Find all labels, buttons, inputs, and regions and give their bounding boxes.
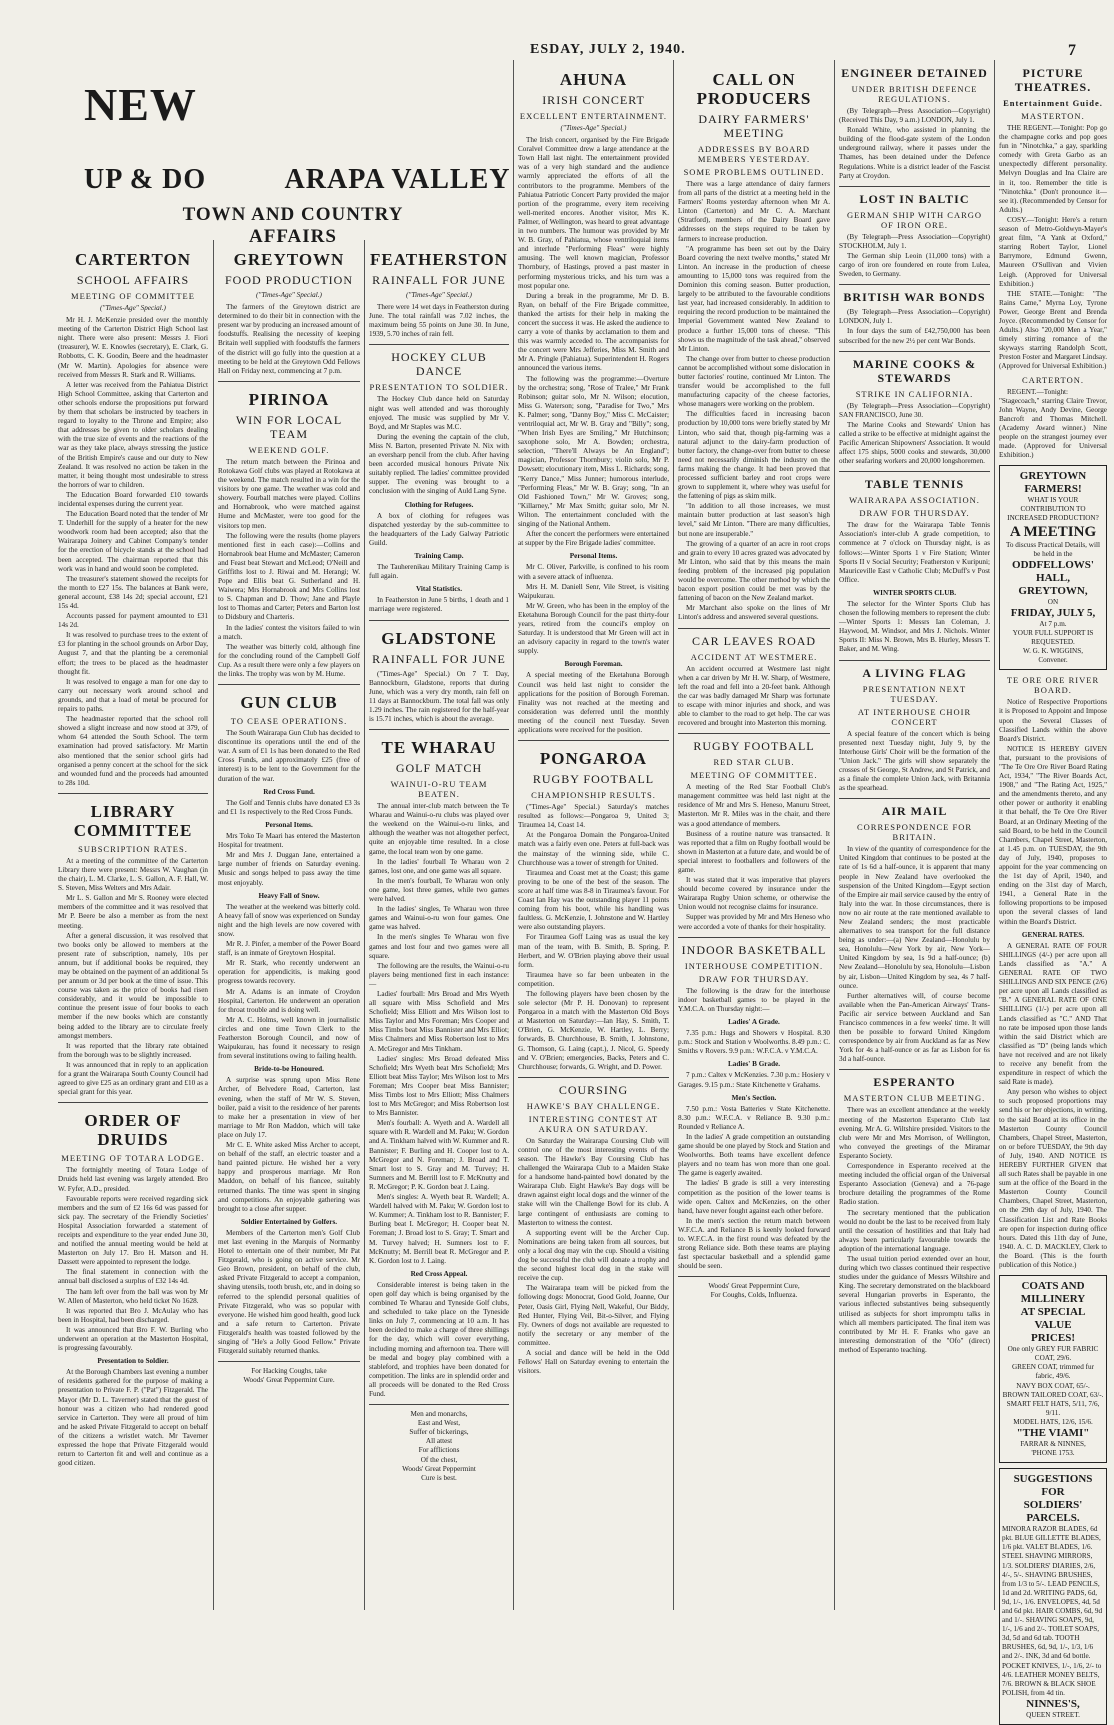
subhead-wairarapa-association: WAIRARAPA ASSOCIATION.: [849, 495, 980, 506]
column-rule: [834, 60, 835, 1610]
headline-gun-club: GUN CLUB: [240, 693, 338, 713]
article-paragraph: For Tiraumea Goff Laing was as usual the key man of the team, with B. Smith, B. Spring, P. Herbert, and W. O'Brien playing above their usual form.: [518, 933, 669, 969]
subheading: Red Cross Appeal.: [410, 1269, 468, 1278]
headline-pongaroa: PONGAROA: [539, 749, 648, 769]
subheading: Personal Items.: [569, 552, 618, 561]
ad-line: MODEL HATS, 12/6, 15/6.: [1013, 1417, 1093, 1426]
divider: [369, 1404, 509, 1405]
article-paragraph: In view of the quantity of correspondence for the United Kingdom that continues to be posted at the rate of 1s 6d a half-ounce, it is apparent that many people in New Zealand have overlooked the suspension of the United Kingdom—Egypt section of the Empire air mail service caused by the entry of Italy into the war. In those circumstances, there is now no air route at the rate mentioned available to New Zealand senders; the most practicable alternatives to sea transport for the full distance being as under:—(a) New Zealand—Honolulu by sea, Honolulu—New York by air, New York—United Kingdom by sea, 1s 9d a half-ounce; (b) New Zealand—Honolulu by sea, Honolulu—Lisbon by air, Lisbon—United Kingdom by sea, 4s 7 half-ounce.: [839, 845, 990, 990]
divider: [839, 284, 990, 285]
article-paragraph: There was an excellent attendance at the weekly meeting of the Masterton Esperanto Club last evening. Mr A. G. Wiltshire presided. Visitors to the club were Mr and Mrs Morrison, of Wellington, who conveyed the greetings of the Miramar Esperanto Society.: [839, 1106, 990, 1160]
article-paragraph: The headmaster reported that the school roll showed a slight increase and now stood at 379, of whom 64 attended the South School. The term examination had proved satisfactory. Mr Martin also mentioned that the senior school girls had organised a penny concert at the school for the sick and wounded fund and the proceeds had amounted to 28s 10d.: [58, 715, 208, 787]
article-paragraph: The Hockey Club dance held on Saturday night was well attended and was thoroughly enjoyed. The music was supplied by Mr V. Boyd, and Mr Staples was M.C.: [369, 395, 509, 431]
subhead-akura: INTERESTING CONTEST AT AKURA ON SATURDAY.: [528, 1113, 659, 1134]
column-rule: [994, 60, 995, 1610]
article-paragraph: In the men's section the return match between W.F.C.A. and Reliance B is keenly looked forward to. W.F.C.A. in the first round was defeated by the strong Reliance side. Both these teams are playing fast spectacular basketball and a splendid game should be seen.: [678, 1216, 830, 1271]
masthead-title: NEW: [84, 79, 197, 130]
page-number: 7: [1068, 42, 1076, 59]
ad-line: YOUR FULL SUPPORT IS REQUESTED.: [1012, 628, 1094, 647]
article-paragraph: The usual tuition period extended over an hour, during which two classes continued their respective studies under the guidance of Messrs Wiltshire and King. The secretary demonstrated on the blackboard several Hungarian proverbs in Esperanto, the various inflected substantives being subsequently utilised as subjects for short impromptu talks in which all members participated. The final item was contributed by Mr H. F. Franks who gave an interesting demonstration of the "Ofo" (direct) method of Esperanto teaching.: [839, 1254, 990, 1354]
subhead-basketball: INDOOR BASKETBALL: [681, 942, 827, 957]
divider: [839, 1069, 990, 1070]
headline-picture-theatres: PICTURE THEATRES.: [1014, 66, 1092, 94]
column-carterton: [58, 242, 208, 1617]
article-paragraph: In the men's singles Te Wharau won five games and lost four and two games were all square.: [369, 933, 509, 960]
special-credit: ("Times-Age" Special.): [560, 124, 627, 132]
divider: [678, 1276, 830, 1277]
theatre-listing: THE REGENT.—Tonight: Pop go the champagne corks and pop goes fun in "Ninotchka," a gay, sparkling comedy with Greta Garbo as an unexpectedly different personality. Melvyn Douglas and Ina Claire are in it, too. Remember the title is "Ninotchka." (Don't pronounce it—see it). (Recommended by Censor for Adults.): [999, 124, 1107, 214]
article-paragraph: The growing of a quarter of an acre in root crops and grain to every 10 acres grazed was advocated by Mr Linton, who said that by this means the main feeding problem of the increased pig population would be overcome. The other method by which the bacon export position could be met was by the fattening of bacon on the New Zealand market.: [678, 539, 830, 603]
subhead-school-affairs: SCHOOL AFFAIRS: [76, 273, 190, 287]
headline-featherston: FEATHERSTON: [370, 250, 508, 269]
notice-paragraph: A GENERAL RATE OF FOUR SHILLINGS (4/-) per acre upon all Lands classified as "A." A GENERAL RATE OF TWO SHILLINGS AND SIX PENCE (2/6) per acre upon all Lands classified as "B." A GENERAL RATE OF ONE SHILLING (1/-) per acre upon all Lands classified as "C." AND That no rate be imposed upon those lands within the said District which are classified as "D" (being lands which have not received and are not likely to receive any benefit from the expenditure in respect of which the said Rate is made).: [999, 941, 1107, 1087]
article-paragraph: Supper was provided by Mr and Mrs Heneso who were accorded a vote of thanks for their hospitality.: [678, 913, 830, 931]
article-paragraph: An accident occurred at Westmere last night when a car driven by Mr H. W. Sharp, of Westmere, left the road and fell into a 20-feet bank. Although the car was badly damaged Mr Sharp was fortunate to escape with minor injuries and shock, and was able to clamber to the road to get help. The car was recovered and brought into Masterton this morning.: [678, 664, 830, 728]
subhead-red-star: RED STAR CLUB.: [713, 757, 795, 768]
article-paragraph: It was resolved to purchase trees to the extent of £3 for planting in the school grounds on Arbor Day, August 7, and that the planting be a ceremonial effort; the trees to be placed as the headmaster thought fit.: [58, 631, 208, 676]
column-advertisements: [999, 62, 1107, 1719]
headline-table-tennis: TABLE TENNIS: [864, 477, 965, 492]
theatre-listing: THE STATE.—Tonight: "The Rains Came," Myrna Loy, Tyrone Power, George Brent and Brenda Joyce. (Recommended by Censor for Adults.) Also "20,000 Men a Year," timely stirring romance of the skyways starring Randolph Scott, Preston Foster and Margaret Lindsay. (Approved for Universal Exhibition.): [999, 289, 1107, 371]
headline-ahuna: AHUNA: [559, 70, 628, 89]
headline-te-wharau: TE WHARAU: [381, 738, 497, 758]
article-paragraph: The weather at the weekend was bitterly cold. A heavy fall of snow was experienced on Sunday night and the high levels are now covered with snow.: [218, 902, 360, 938]
special-credit: ("Times-Age" Special.): [406, 291, 472, 299]
ad-line: W. G. K. WIGGINS,: [1022, 647, 1084, 656]
ad-line: GREYTOWN: [1019, 470, 1087, 483]
article-paragraph: Mr R. Stark, who recently underwent an operation for appendicitis, is making good progress towards recovery.: [218, 959, 360, 986]
subhead-german-ship: GERMAN SHIP WITH CARGO OF IRON ORE.: [846, 209, 983, 230]
article-paragraph: A surprise was sprung upon Miss Rene Archer, of Belvedere Road, Carterton, last evening, when the staff of Mr W. S. Steven, boiler, paid a visit to the residence of her parents to make her a presentation in view of her marriage to Mr Ron Maddon, which will take place on July 17.: [218, 1076, 360, 1139]
ad-line: COATS AND MILLINERY: [1020, 1280, 1086, 1306]
article-paragraph: A special meeting of the Eketahuna Borough Council was held last night to consider the applications for the position of Borough Foreman. Finality was not reached at the meeting and consideration was deferred until the monthly meeting of the council next Tuesday. Seven applications were received for the position.: [518, 671, 669, 734]
article-paragraph: Correspondence in Esperanto received at the meeting included the official organ of the Universal Esperanto Association (Geneva) and a 76-page brochure detailing the programmes of the Rome Radio station.: [839, 1162, 990, 1207]
article-paragraph: The Education Board noted that the tender of Mr T. Underhill for the supply of a heater for the new woodwork room had been accepted; also that the Wairarapa Joinery and Cabinet Company's tender for the erection of bicycle stands at the school had been accepted. The chairman reported that this work was in hand and would soon be completed.: [58, 510, 208, 573]
ad-line: WHAT IS YOUR CONTRIBUTION TO INCREASED PRODUCTION?: [1007, 496, 1099, 523]
subheading: Heavy Fall of Snow.: [258, 891, 320, 900]
article-paragraph: The fortnightly meeting of Totara Lodge of Druids held last evening was largely attended. Bro W. Fyfer, A.D., presided.: [58, 1166, 208, 1193]
article-paragraph: The annual inter-club match between the Te Wharau and Wainui-o-ru clubs was played over the weekend on the Wainui-o-ru links, and although the weather was not altogether perfect, quite an enjoyable time resulted. In a close game, the local team won by one game.: [369, 802, 509, 856]
ad-line: FARRAR & NINNES,: [1020, 1439, 1086, 1448]
headline-lost-in-baltic: LOST IN BALTIC: [859, 191, 970, 206]
ad-line: NAVY BOX COAT, 65/-.: [1016, 1381, 1090, 1390]
subhead-committee: MEETING OF COMMITTEE.: [690, 770, 818, 781]
article-paragraph: ("Times-Age" Special.) Saturday's matches resulted as follows:—Pongaroa 9, United 3; Tiraumea 14, Coast 14.: [518, 803, 669, 830]
headline-war-bonds: BRITISH WAR BONDS: [843, 290, 986, 305]
advert-peppermint-verse: Men and monarchs, East and West, Suffer of bickerings, All attest For afflictions Of the chest, Woods' Great Peppermint Cure is best.: [402, 1410, 476, 1482]
ad-line: ON: [1047, 597, 1059, 606]
article-paragraph: A meeting of the Red Star Football Club's management committee was held last night at the residence of Mr and Mrs S. Heneso, Manuru Street, Masterton. Mr R. Miles was in the chair, and there was a good attendance of members.: [678, 783, 830, 828]
subhead-food-production: FOOD PRODUCTION: [224, 273, 353, 287]
article-paragraph: In the ladies' fourball Te Wharau won 2 games, lost one, and one game was all square.: [369, 857, 509, 875]
article-paragraph: Business of a routine nature was transacted. It was reported that a film on Rugby football would be shown in Masterton at a future date, and would be of special interest to footballers and followers of the game.: [678, 829, 830, 874]
ad-line: ODDFELLOWS' HALL,: [1012, 558, 1094, 584]
article-paragraph: Mr A. C. Holms, well known in journalistic circles and one time Town Clerk to the Featherston Borough Council, and now of Waipukurau, has found it necessary to resign from several institutions owing to failing health.: [218, 1015, 360, 1061]
article-paragraph: 7 p.m.: Caltex v McKenzies. 7.30 p.m.: Hosiery v Garages. 9.15 p.m.: State Kitchenette v Grahams.: [678, 1071, 830, 1089]
column-featherston: [369, 242, 509, 1617]
article-paragraph: The Tauherenikau Military Training Camp is full again.: [369, 563, 509, 581]
headline-pirinoa: PIRINOA: [248, 389, 330, 409]
article-paragraph: A supporting event will be the Archer Cup. Nominations are being taken from all sources, but only a local dog may win the cup. Should a visiting dog be successful the club will donate a trophy and the second highest local dog in the stake will receive the cup.: [518, 1228, 669, 1283]
article-paragraph: The following players have been chosen by the sole selector (Mr P. H. Donovan) to represent Pongaroa in a match with the Masterton Old Boys at Masterton on Saturday:—Ian Hay, S. Smith, T. O'Brien, G. McKenzie, W. Hartley, L. Berry; forwards, B. Churchhouse, B. Smith, I. Johnstone, G. Thomson, G. Laing (capt.), J. Nicol, G. Speedy and V. O'Brien; emergencies, Backs, Peters and C. Churchhouse; forwards, G. Wright, and D. Power.: [518, 989, 669, 1071]
divider: [58, 1102, 208, 1103]
subhead-meeting: MEETING OF COMMITTEE: [71, 291, 195, 301]
ad-line: BROWN TAILORED COAT, 63/-.: [1002, 1390, 1104, 1399]
article-paragraph: Mrs H. M. Daniell Senr, Vile Street, is visiting Waipukurau.: [518, 582, 669, 600]
subheading: Vital Statistics.: [415, 585, 463, 594]
subhead-problems: SOME PROBLEMS OUTLINED.: [683, 167, 825, 177]
article-paragraph: ("Times-Age" Special.) On 7 T. Day, Bannockburn, Gladstone, reports that during June, which was a very dry month, rain fell on 11 days at Bannockburn. The total fall was only 1.29 inches. The rain registered for the half-year is 15.71 inches, which is about the average.: [369, 669, 509, 723]
article-paragraph: The selector for the Winter Sports Club has chosen the following members to represent the club:—Winter Sports 1: Messrs Ian Coleman, J. Haywood, M. Windsor, and Mrs J. Nichols. Winter Sports II: Miss N. Brown, Mrs B. Hurley, Messrs T. Baker, and M. Wing.: [839, 600, 990, 654]
headline-esperanto: ESPERANTO: [873, 1075, 956, 1090]
article-paragraph: Mr L. S. Gallon and Mr S. Rooney were elected members of the committee and it was resolved that Mr P. Beere be also a member as from the next meeting.: [58, 894, 208, 930]
subheading: Bride-to-be Honoured.: [254, 1065, 324, 1074]
article-paragraph: At a meeting of the committee of the Carterton Library there were present: Messrs W. Vaughan (in the chair), L. M. Clarke, L. S. Gallon, A. F. Hall, W. S. Steven, Miss Welters and Mrs Adair.: [58, 856, 208, 893]
article-paragraph: It was announced that in reply to an application for a grant the Wairarapa South County Council had agreed to give £25 as an ordinary grant and £10 as a special grant for this year.: [58, 1060, 208, 1097]
ad-line: QUEEN STREET.: [1026, 1710, 1080, 1719]
subhead-entertainment-guide: Entertainment Guide.: [1003, 98, 1103, 108]
divider: [678, 628, 830, 629]
column-dairy-farmers: [678, 62, 830, 1617]
ad-line: "THE VIAMI": [1016, 1426, 1090, 1439]
subhead-draw: DRAW FOR THURSDAY.: [698, 973, 810, 984]
headline-marine-cooks: MARINE COOKS & STEWARDS: [852, 356, 977, 385]
ad-line: At 7 p.m.: [1039, 619, 1067, 628]
article-paragraph: Tiraumea have so far been unbeaten in the competition.: [518, 970, 669, 988]
advert-soldiers-parcels: [999, 1468, 1107, 1725]
subhead-choir: AT INTERHOUSE CHOIR CONCERT: [857, 706, 972, 727]
article-paragraph: Tiraumea and Coast met at the Coast; this game proving to be one of the best of the season. The score at half time was 8-8 in Tiraumea's favour. For Coast Ian Hay was the outstanding player 11 points coming from his boot, while his handling was faultless. G. McKenzie, I. Johnstone and W. Hartley were also outstanding players.: [518, 868, 669, 932]
article-paragraph: Men's singles: A. Wyeth beat R. Wardell; A. Wardell halved with M. Paku; W. Gordon lost to W. Kummer; A. Tinkham lost to R. Bannister; F. Burling beat I. McGregor; H. Cooper beat N. Foreman; J. Broad lost to S. Gray; T. Smart and M. Turvey halved; H. Sumners lost to F. McKnutty; M. Berrill beat R. McGregor and P. K. Gordon lost to J. Laing.: [369, 1193, 509, 1265]
article-paragraph: Accounts passed for payment amounted to £31 14s 2d.: [58, 612, 208, 630]
subhead-team-beaten: WAINUI-O-RU TEAM BEATEN.: [390, 779, 488, 800]
subhead-draw: DRAW FOR THURSDAY.: [859, 508, 970, 519]
article-paragraph: Mr C. E. White asked Miss Archer to accept, on behalf of the staff, an electric toaster and a hand painted picture. He wished her a very happy and prosperous marriage. Mr Ron Maddon, on behalf of his fiancee, suitably returned thanks. The time was spent in singing and competitions. An enjoyable gathering was brought to a close after supper.: [218, 1141, 360, 1213]
subhead-championship: CHAMPIONSHIP RESULTS.: [531, 790, 656, 801]
column-rule: [673, 60, 674, 1610]
subhead-club-meeting: MASTERTON CLUB MEETING.: [843, 1093, 986, 1104]
article-paragraph: The ham left over from the ball was won by Mr W. Allen of Masterton, who held ticket No 1628.: [58, 1287, 208, 1305]
subheading: GENERAL RATES.: [1021, 930, 1085, 939]
article-paragraph: In the ladies' A grade competition an outstanding game should be one played by Stock and Station and Woolworths. Both teams have excellent defence players and no team has won more than one goal. The game is eagerly awaited.: [678, 1132, 830, 1178]
article-paragraph: The final statement in connection with the annual ball disclosed a surplus of £32 14s 4d.: [58, 1268, 208, 1286]
subheading: Presentation to Soldier.: [97, 1357, 169, 1366]
notice-paragraph: Any person who wishes to object to such proposed proportions may send his or her objections, in writing, to the said Board at its office in the Masterton County Council Chambers, Chapel Street, Masterton, on or before TUESDAY, the 9th day of July, 1940. AND NOTICE IS HEREBY FURTHER GIVEN that all such Rates shall be payable in one sum at the office of the Board in the Masterton County Council Chambers, Chapel Street, Masterton, on the 29th day of July, 1940. The Classification List and Rate Books are open for inspection during office hours. Dated this 11th day of June, 1940. A. C. D. MACKLEY, Clerk to the Board. (This is the fourth publication of this Notice.): [999, 1088, 1107, 1270]
article-paragraph: The German ship Leoin (11,000 tons) with a cargo of iron ore foundered en route from Lulea, Sweden, to Germany.: [839, 251, 990, 279]
article-paragraph: In the men's fourball, Te Wharau won only one game, lost three games, while two games were halved.: [369, 876, 509, 904]
article-paragraph: The difficulties faced in increasing bacon production by 10,000 tons were briefly stated by Mr Linton, who said that, though pig-farming was a natural adjunct to the dairy-farm production of butter factory, the change-over from butter to cheese need not necessarily diminish the industry on the farms making the change. It had been proved that processed sufficient barley and root crops were grown to supplement it, where whey was useful for the fattening of pigs as skim milk.: [678, 410, 830, 501]
subhead-river-board: TE ORE ORE RIVER BOARD.: [1006, 675, 1100, 696]
subhead-win: WIN FOR LOCAL TEAM: [235, 412, 343, 441]
column-rule: [364, 240, 365, 1610]
article-paragraph: The weather was bitterly cold, although fine for the concluding round of the Campbell Golf Cup. As a result there were only a few players on the links. The trophy was won by M. Hume.: [218, 642, 360, 678]
ad-items: MINORA RAZOR BLADES, 6d pkt. BLUE GILLETTE BLADES, 1/6 pkt. VALET BLADES, 1/6. STEEL SHAVING MIRRORS, 1/3. SOLDIERS' DIARIES, 2/6, 4/-, 5/-. SHAVING BRUSHES, from 1/3 to 5/-. LEAD PENCILS, 1d and 2d. WRITING PADS, 6d, 9d, 1/-, 1/6. ENVELOPES, 4d, 5d and 6d pkt. HAIR COMBS, 6d, 9d and 1/-. SHAVING SOAPS, 9d, 1/-, 1/6 and 2/-. TOILET SOAPS, 3d, 5d and 6d tab. TOOTH BRUSHES, 6d, 9d, 1/-, 1/3, 1/6 and 2/-. INK, 3d and 6d bottle. POCKET KNIVES, 1/-, 1/6, 2/- to 4/6. LEATHER MONEY BELTS, 7/6. BROWN & BLACK SHOE POLISH, from 4d tin.: [1002, 1525, 1103, 1697]
ad-line: AT SPECIAL VALUE: [1020, 1306, 1086, 1332]
article-paragraph: The following was the programme:—Overture by the orchestra; song, "Rose of Tralee," Mr Frank Robinson; guitar solo, Mr N. Wilson; elocution, Miss G. Waterson; song, "Paradise for Two," Mrs K. Palmer; song, "Danny Boy," Miss C. McCaister; ventriloquial act, Mr W. B. Gray and "Billy"; song, "When Irish Eyes are Smiling," Mr Hutchinson; saxophone solo, Mr A. Bowden; orchestra, selection, "There'll Always be An England"; magician, Professor Thornbury; violin solo, Mr P. Dowsett; elocutionary item, Miss L. Richards; song, "Kerry Dance," Miss Junner; humorous interlude, "Performing Fleas," Mr W. B. Gray; song, "In an Old Fashioned Town," Mr W. Groves; song, "Killarney," Mr Max Smith; guitar solo, Mr N. Wilton. The entertainment concluded with the singing of the National Anthem.: [518, 374, 669, 529]
advert-greytown-farmers: [999, 465, 1107, 670]
article-paragraph: The ladies' B grade is still a very interesting competition as the position of the lower teams is wide open. Caltex and McKenzies, on the other hand, have never fought against each other before.: [678, 1179, 830, 1215]
subhead-carterton: CARTERTON.: [1022, 374, 1084, 385]
subhead-strike: STRIKE IN CALIFORNIA.: [855, 388, 974, 399]
subhead-hockey: HOCKEY CLUB DANCE: [391, 350, 487, 379]
divider: [678, 937, 830, 938]
headline-living-flag: A LIVING FLAG: [862, 665, 967, 680]
article-dateline: (By Telegraph—Press Association—Copyright) (Received This Day, 9 a.m.) LONDON, July 1.: [839, 107, 990, 125]
ad-line: SMART FELT HATS, 5/11, 7/6, 9/11.: [1006, 1399, 1100, 1417]
subheading: Training Camp.: [414, 551, 464, 560]
article-dateline: (By Telegraph—Press Association—Copyright) STOCKHOLM, July 1.: [839, 232, 990, 250]
headline-gladstone: GLADSTONE: [381, 628, 497, 648]
article-paragraph: Ladies' singles: Mrs Broad defeated Miss Schofield; Mrs Wyeth beat Mrs Schofield; Mrs Elliott beat Miss Taylor; Mrs Wilson lost to Mrs Foreman; Mrs Cooper beat Miss Bannister; Miss Timbs lost to Mrs Elliott; Miss Chalmers lost to Mrs McGregor; and Miss Robertson lost to Mrs Bannister.: [369, 1054, 509, 1118]
headline-library: LIBRARY COMMITTEE: [73, 801, 193, 840]
article-paragraph: Ladies' fourball: Mrs Broad and Mrs Wyeth all square with Miss Schofield and Mrs Schofield; Miss Elliott and Mrs Wilson lost to Miss Taylor and Mrs Foreman; Mrs Cooper and Miss Timbs beat Miss Bannister and Mrs Elliot; Miss Chalmers and Miss Robertson lost to Mrs A. McGregor and Mrs Tinkham.: [369, 989, 509, 1053]
article-paragraph: The following is the draw for the interhouse indoor basketball games to be played in the Y.M.C.A. on Thursday night:—: [678, 986, 830, 1013]
subhead-rugby-football: RUGBY FOOTBALL: [693, 739, 815, 754]
column-eketahuna: [518, 62, 669, 1617]
article-paragraph: In the ladies' singles, Te Wharau won three games and Wainui-o-ru won four games. One game was halved.: [369, 905, 509, 932]
article-paragraph: The following were the results (home players mentioned first in each case):—Collins and Hornabrook beat Hume and McMaster; Cameron and Feast beat Stewart and McLeod; O'Neill and Griffiths lost to J. Riwai and M. Herangi; W. Pope and Ellis beat G. Sutherland and H. Waiwera; Mrs Hornabrook and Mrs Collins lost to S. Chapman and D. Thow; Jane and Playle lost to Thomas and Carter; Peters and Barton lost to Didsbury and Charteris.: [218, 531, 360, 622]
article-paragraph: In the ladies' contest the visitors failed to win a match.: [218, 623, 360, 641]
notice-paragraph: NOTICE IS HEREBY GIVEN that, pursuant to the provisions of "The Te Ore Ore River Board Rating Act, 1934," "The River Boards Act, 1908," and "The Rating Act, 1925," and the amendments thereto, and any other power or authority it enabling it that behalf, the Te Ore Ore River Board, at an Ordinary Meeting of the said Board, to be held in the Council Chambers, Chapel Street, Masterton, at 1.45 p.m. on TUESDAY, the 9th day of July, 1940, proposes to appoint for the year commencing on the 1st day of April, 1940, and ending on the 31st day of March, 1941, a General Rate in the following proportions to be imposed upon the several classes of land within the Board's District.: [999, 744, 1107, 926]
subhead-rainfall-gladstone: RAINFALL FOR JUNE: [372, 651, 506, 666]
article-paragraph: At the Pongaroa Domain the Pongaroa-United match was a fairly even one. Peters at full-back was the mainstay of the winning side, while C. Churchhouse was a tower of strength for United.: [518, 831, 669, 867]
article-paragraph: Mr A. Adams is an inmate of Croydon Hospital, Carterton. He underwent an operation for throat trouble and is doing well.: [218, 987, 360, 1014]
subhead-coursing: COURSING: [558, 1082, 629, 1097]
article-dateline: (By Telegraph—Press Association—Copyright) LONDON, July 1.: [839, 308, 990, 326]
article-paragraph: There were 14 wet days in Featherston during June. The total rainfall was 7.02 inches, the maximum being 55 points on June 30. In June, 1939, 5.70 inches of rain fell.: [369, 303, 509, 339]
subhead-entertainment: EXCELLENT ENTERTAINMENT.: [519, 111, 668, 121]
article-paragraph: The return match between the Pirinoa and Rotokawa Golf clubs was played at Rotokawa at the weekend. The match resulted in a win for the visitors by one game. The weather was cold and showery. Fourball matches were played. Collins and Hornabrook, who were matched against Hume and McMaster, were too good for the visitors top men.: [218, 457, 360, 530]
divider: [369, 620, 509, 621]
divider: [369, 729, 509, 730]
ad-line: 'PHONE 1753.: [1031, 1449, 1075, 1458]
masthead-subtitle: UP & DO ARAPA VALLEY: [84, 164, 511, 195]
article-paragraph: The farmers of the Greytown district are determined to do their bit in connection with the present war by producing an increased amount of foodstuffs. Realising the necessity of keeping Britain well supplied with foodstuffs the farmers of the district will go fully into the question at a meeting to be held at the Greytown Odd Fellows Hall on Friday next, commencing at 7 p.m.: [218, 303, 360, 375]
subhead-car-leaves-road: CAR LEAVES ROAD: [691, 633, 817, 648]
article-paragraph: Further alternatives will, of course become available when the Pan-American Airways' Trans-Pacific air service between Auckland and San Francisco commences in a few weeks' time. It will then be possible to forward United Kingdom correspondence by air from Auckland as far as New York for 4s a half-ounce or as far as Lisbon for 6s 3d a half-ounce.: [839, 991, 990, 1064]
divider: [518, 740, 669, 741]
subhead-rainfall: RAINFALL FOR JUNE: [372, 273, 506, 287]
article-paragraph: In Featherston in June 5 births, 1 death and 1 marriage were registered.: [369, 596, 509, 614]
divider: [839, 186, 990, 187]
subheading: WINTER SPORTS CLUB.: [872, 588, 957, 597]
ad-line: To discuss Practical Details, will be held in the: [1006, 540, 1100, 558]
column-cable-news: [839, 62, 990, 1617]
article-paragraph: It was reported that the library rate obtained from the borough was to be slightly increased.: [58, 1041, 208, 1059]
article-paragraph: "In addition to all those increases, we must maintain butter production at last season's high level," said Mr Linton. "There are many difficulties, but none are insuperable.": [678, 502, 830, 538]
ad-line: SOLDIERS' PARCELS.: [1023, 1499, 1083, 1525]
divider: [218, 684, 360, 685]
advert-coats-millinery: [999, 1275, 1107, 1463]
article-paragraph: Mr Marchant also spoke on the lines of Mr Linton's address and answered several questions.: [678, 604, 830, 622]
subhead-dairy-meeting: DAIRY FARMERS' MEETING: [698, 112, 810, 140]
ad-line: Convener.: [1038, 656, 1068, 665]
subhead-defence: UNDER BRITISH DEFENCE REGULATIONS.: [851, 84, 978, 104]
ad-line: SUGGESTIONS FOR: [1013, 1473, 1093, 1499]
subhead-cease: TO CEASE OPERATIONS.: [230, 716, 348, 727]
article-paragraph: It was resolved to engage a man for one day to carry out necessary work around school and grounds, and that a load of metal be procured for repairs to paths.: [58, 677, 208, 714]
theatre-listing: COSY.—Tonight: Here's a return season of Metro-Goldwyn-Mayer's great film, "A Yank at Oxford," starring Robert Taylor, Lionel Barrymore, Edmund Gwenn, Maureen O'Sullivan and Vivien Leigh. (Approved for Universal Exhibition.): [999, 215, 1107, 288]
ad-line: PRICES!: [1030, 1332, 1075, 1345]
subhead-masterton: MASTERTON.: [1021, 111, 1085, 121]
article-paragraph: Mr R. J. Pinfer, a member of the Power Board staff, is an inmate of Greytown Hospital.: [218, 940, 360, 958]
article-paragraph: The Irish concert, organised by the Fire Brigade Coralvel Committee drew a large attendance at the Town Hall last night. The entertainment provided was of a very high standard and the audience warmly appreciated the efforts of all the contributors to the programme. Members of the Pahiatua Patriotic Concert Party provided the major portion of the programme, every item receiving well-merited encores. Another visitor, Mrs K. Palmer, of Wellington, was heard to great advantage in two numbers. The humour was provided by Mr W. B. Gray, of Pahiatua, whose ventriloquial items and interlude "Performing Fleas" were highly amusing. The well known magician, Professor Thornbury, of Hastings, proved a past master in performing mysterious tricks, and his turn was a most popular one.: [518, 136, 669, 290]
subhead-golf-match: GOLF MATCH: [395, 761, 483, 776]
subhead-totara: MEETING OF TOTARA LODGE.: [61, 1153, 205, 1164]
subhead-addresses: ADDRESSES BY BOARD MEMBERS YESTERDAY.: [697, 144, 811, 164]
subheading: Ladies' B Grade.: [727, 1060, 781, 1069]
divider: [58, 793, 208, 794]
notice-paragraph: Notice of Respective Proportions it is Proposed to Appoint and Impose upon the Several Classes of Classified Lands within the above Board's District.: [999, 698, 1107, 743]
article-paragraph: After a general discussion, it was resolved that two books only be allowed to members at the present rate of subscription, namely, 10s per annum, but if additional books be required, they may be obtained on the payment of an additional 5s per annum or 3d per book at the time of issue. This course was taken as the price of books had risen considerably, and it would be impossible to continue the present issue of four books to each member if the new books which are constantly being added to the library are to circulate freely amongst members.: [58, 931, 208, 1040]
article-paragraph: In four days the sum of £42,750,000 has been subscribed for the new 2½ per cent War Bonds.: [839, 327, 990, 345]
subhead-golf: WEEKEND GOLF.: [248, 444, 330, 455]
divider: [839, 471, 990, 472]
article-paragraph: After the concert the performers were entertained at supper by the Fire Brigade ladies' committee.: [518, 530, 669, 548]
special-credit: ("Times-Age" Special.): [100, 304, 166, 312]
subhead-subscription: SUBSCRIPTION RATES.: [78, 843, 188, 854]
divider: [839, 660, 990, 661]
article-paragraph: The Education Board forwarded £10 towards incidental expenses during the current year.: [58, 490, 208, 508]
divider: [218, 381, 360, 382]
headline-engineer: ENGINEER DETAINED: [841, 66, 988, 80]
article-paragraph: During a break in the programme, Mr D. B. Ryan, on behalf of the Fire Brigade committee, thanked the artists for their help in making the concert the success it was. He asked the audience to carry a vote of thanks by acclamation to them and this was warmly acceded to. The accompanists for the concert were Mrs Jefferies, Miss M. Smith and Mr A. Pringle (Pahiatua). Superintendent H. Rogers announced the various items.: [518, 291, 669, 373]
ad-line: FRIDAY, JULY 5,: [1010, 606, 1096, 619]
article-paragraph: The draw for the Wairarapa Table Tennis Association's inter-club A grade competition, to commence at 7 o'clock on Thursday night, is as follows:—Winter Sports 1 v Fire Station; Winter Sports II v Social Security; Featherston v Kuripuni; Mauriceville East v Catholic Club; McDuff's v Post Office.: [839, 521, 990, 584]
subheading: Personal Items.: [265, 820, 313, 829]
article-paragraph: Mr W. Green, who has been in the employ of the Eketahuna Borough Council for the past thirty-four years, retired from the council's employ on Saturday. It is understood that Mr Green will act in an advisory capacity in regard to the town's water supply.: [518, 601, 669, 656]
subhead-presentation: PRESENTATION NEXT TUESDAY.: [862, 683, 967, 704]
article-paragraph: The Marine Cooks and Stewards' Union has called a strike to be effective at midnight against the Pacific American Shipowners' Association. It would affect 175 ships, 5000 cooks and stewards, 30,000 other seafaring workers and 20,000 longshoremen.: [839, 420, 990, 466]
article-paragraph: Members of the Carterton men's Golf Club met last evening in the Marquis of Normanby Hotel to entertain one of their number, Mr Pat Fitzgerald, who is going on active service. Mr Geo Brown, president, on behalf of the club, asked Private Fitzgerald to accept a companion, shaving utensils, tooth brush, etc, and in doing so referred to the splendid personal qualities of Private Fitzgerald, who was so popular with everyone. He wished him good health, good luck and a safe return to Carterton. Private Fitzgerald's health was toasted followed by the singing of "He's a Jolly Good Fellow." Private Fitzgerald suitably returned thanks.: [218, 1228, 360, 1356]
subhead-correspondence: CORRESPONDENCE FOR BRITAIN.: [856, 822, 973, 843]
article-paragraph: Ronald White, who assisted in planning the building of the flood-gate system of the London underground railway, where it passes under the Thames, has been detained under the Defence Regulations. White is a district leader of the Fascist Party at Croydon.: [839, 126, 990, 180]
ad-line: GREYTOWN,: [1018, 584, 1088, 597]
subheading: Soldier Entertained by Golfers.: [240, 1217, 338, 1226]
divider: [839, 798, 990, 799]
headline-air-mail: AIR MAIL: [881, 804, 948, 819]
article-paragraph: It was announced that Bro F. W. Burling who underwent an operation at the Masterton Hospital, is progressing favourably.: [58, 1325, 208, 1353]
subheading: Borough Foreman.: [564, 660, 623, 669]
article-paragraph: Men's fourball: A. Wyeth and A. Wardell all square with R. Wardell and M. Paku; W. Gordon and A. Tinkham halved with W. Kummer and R. Bannister; F. Burling and H. Cooper lost to A. McGregor and N. Foreman; J. Broad and T. Smart lost to S. Gray and M. Turvey; H. Sumners and M. Berrill lost to F. McKnutty and R. McGregor; P. K. Gordon beat J. Laing.: [369, 1119, 509, 1191]
article-paragraph: The following are the results, the Wainui-o-ru players being mentioned first in each instance:—: [369, 961, 509, 988]
ad-line: NINNES'S,: [1026, 1697, 1080, 1710]
article-paragraph: A letter was received from the Pahiatua District High School Committee, asking that Carterton and other schools endorse the propositions put forward by them that scholars be instructed by teachers in regard to loyalty to the Throne and Empire; also that addresses be given to older scholars dealing with the true size of events and the reactions of the war as they take place, always stressing the justice of the British Empire's cause and our duty to New Zealand. It was resolved no action be taken in the matter, it being thought most undesirable to stress the horrors of war to children.: [58, 380, 208, 489]
article-paragraph: It was reported that Bro J. McAulay who has been in Hospital, had been discharged.: [58, 1306, 208, 1324]
section-title: TOWN AND COUNTRY AFFAIRS: [182, 204, 404, 247]
article-paragraph: At the Borough Chambers last evening a number of residents gathered for the purpose of making a presentation to Private F. P. ("Pat") Fitzgerald. The Mayor (Mr D. L. Taverner) stated that the guest of honour was a citizen who had rendered good service in Carterton. They were all proud of him and he asked Private Fitzgerald to accept on behalf of the citizens a wristlet watch. Mr Taverner expressed the hope that Private Fitzgerald would return to Carterton fit and well and continue as a good citizen.: [58, 1368, 208, 1468]
ad-line: A MEETING: [1009, 523, 1097, 540]
headline-call-on-producers: CALL ON PRODUCERS: [696, 70, 812, 108]
divider: [369, 344, 509, 345]
subhead-interhouse: INTERHOUSE COMPETITION.: [684, 960, 824, 971]
subhead-rugby: RUGBY FOOTBALL: [532, 772, 655, 787]
subheading: Red Cross Fund.: [263, 787, 315, 796]
article-paragraph: A box of clothing for refugees was dispatched yesterday by the sub-committee to the headquarters of the Lady Galway Patriotic Guild.: [369, 511, 509, 547]
divider: [218, 1361, 360, 1362]
subheading: Clothing for Refugees.: [404, 500, 474, 509]
article-paragraph: 7.35 p.m.: Hugs and Showers v Hospital. 8.30 p.m.: Stock and Station v Woolworths. 8.49 p.m.: C. Smiths v Rovers. 9.9 p.m.: W.F.C.A. v Y.M.C.A.: [678, 1029, 830, 1056]
article-paragraph: The treasurer's statement showed the receipts for the month to £27 15s. The balances at Bank were, general account, £38 14s 2d; special account, £21 15s 4d.: [58, 574, 208, 610]
subheading: Men's Section.: [731, 1093, 777, 1102]
article-paragraph: On Saturday the Wairarapa Coursing Club will control one of the most interesting events of the season. The Hawke's Bay Coursing Club has challenged the Wairarapa Club to a Maiden Stake for a handsome hand-painted bowl donated by the Wairarapa Club. Eight Hawke's Bay dogs will be drawn against eight local dogs and the winner of the stake will win the Challenge Bowl for its club. A large contingent of enthusiasts are coming to Masterton to witness the contest.: [518, 1136, 669, 1227]
column-greytown: [218, 242, 360, 1617]
advert-peppermint: For Hacking Coughs, take Woods' Great Peppermint Cure.: [243, 1367, 335, 1385]
ad-line: FARMERS!: [1024, 483, 1082, 496]
article-paragraph: Favourable reports were received regarding sick members and the sum of £2 16s 6d was passed for sick pay. The secretary of the Friendly Societies' Hospital Association forwarded a statement of receipts and expenditure to the year ended June 30, and notified the annual meeting would be held at Masterton on July 17. Bro H. Matson and H. Dassett were appointed to represent the lodge.: [58, 1194, 208, 1267]
article-paragraph: The Wairarapa team will be picked from the following dogs: Monocrat, Good Gold, Joanne, Our Peter, Oasis Girl, Flying Nell, Wakeful, Our Biddy, Red Hunter, Flying Veil, Bit-o-Silver, and Flying Fly. Owners of dogs not available are requested to notify the secretary or any member of the committee.: [518, 1284, 669, 1347]
ad-line: GREEN COAT, trimmed fur fabric, 49/6.: [1011, 1363, 1095, 1381]
article-paragraph: Considerable interest is being taken in the open golf day which is being organised by the combined Te Wharau and Tyneside Golf clubs, and scheduled to take place on the Tyneside links on July 7, commencing at 10 a.m. It has been decided to make a charge of three shillings for the day, which will cover everything, including morning and afternoon tea. There will be medal and bogey play combined with a stableford, and trophies have been donated for competition. The links are in splendid order and all proceeds will be donated to the Red Cross Fund.: [369, 1280, 509, 1398]
subheading: Ladies' A Grade.: [728, 1017, 780, 1026]
article-paragraph: A special feature of the concert which is being presented next Tuesday night, July 9, by the Interhouse Girls' Choir will be the formation of the "Union Jack." The girls will show separately the crosses of St George, St Andrew, and St Patrick, and as a finale the complete Union Jack, with Britannia as the spearhead.: [839, 729, 990, 793]
subhead-presentation: PRESENTATION TO SOLDIER.: [369, 382, 509, 393]
article-paragraph: The Golf and Tennis clubs have donated £3 3s and £1 1s respectively to the Red Cross Funds.: [218, 798, 360, 816]
article-paragraph: "A programme has been set out by the Dairy Board covering the next twelve months," stated Mr Linton. An increase in the production of cheese amounting to 15,000 tons was required from the Dominion this coming season. Butter production, largely to be attributed to the favourable conditions last year, had increased considerably. In addition to requiring the record production to be maintained the Imperial Government wanted New Zealand to produce a further 15,000 tons of cheese. "This shows us the magnitude of the task ahead," observed Mr Linton.: [678, 244, 830, 353]
article-dateline: (By Telegraph—Press Association—Copyright) SAN FRANCISCO, June 30.: [839, 401, 990, 419]
article-paragraph: Mr C. Oliver, Parkville, is confined to his room with a severe attack of influenza.: [518, 563, 669, 581]
special-credit: ("Times-Age" Special.): [256, 291, 322, 299]
subhead-accident: ACCIDENT AT WESTMERE.: [690, 651, 818, 662]
divider: [518, 1077, 669, 1078]
advert-peppermint: Woods' Great Peppermint Cure, For Coughs, Colds, Influenza.: [708, 1282, 800, 1300]
article-paragraph: Mr and Mrs J. Duggan Jane, entertained a large number of friends on Saturday evening. Music and songs helped to pass away the time most enjoyably.: [218, 851, 360, 887]
column-rule: [513, 60, 514, 1610]
article-paragraph: The secretary mentioned that the publication would no doubt be the last to be received from Italy until the cessation of hostilities and that Italy had always been particularly favourable towards the adoption of the international language.: [839, 1208, 990, 1253]
article-paragraph: 7.50 p.m.: Vosta Batteries v State Kitchenette. 8.30 p.m.: W.F.C.A. v Reliance B. 9.30 p.m.: Rounded v Reliance A.: [678, 1104, 830, 1131]
column-rule: [213, 240, 214, 1610]
headline-greytown: GREYTOWN: [233, 250, 345, 269]
headline-carterton: CARTERTON: [74, 250, 192, 269]
ad-line: One only GREY FUR FABRIC COAT, 29/6.: [1007, 1345, 1099, 1363]
headline-druids: ORDER OF DRUIDS: [84, 1111, 182, 1150]
divider: [678, 733, 830, 734]
subhead-irish-concert: IRISH CONCERT: [542, 93, 645, 107]
article-paragraph: Mr H. J. McKenzie presided over the monthly meeting of the Carterton District High School last night. There were also present: Messrs J. Fiori (treasurer), W. E. Knowles (secretary), E. Clark, G. Robbotts, C. K. Goodin, Beere and the headmaster (Mr W. Martin). Apologies for absence were received from Messrs R. Stark and R. Williams.: [58, 316, 208, 379]
page-date: ESDAY, JULY 2, 1940.: [530, 42, 686, 57]
article-paragraph: There was a large attendance of dairy farmers from all parts of the district at a meeting held in the Farmers' Rooms yesterday afternoon when Mr A. Linton (Carterton) and Mr C. A. Marchant (Stratford), members of the Dairy Board gave addresses on the steps required to be taken by farmers to increase production.: [678, 180, 830, 243]
article-paragraph: During the evening the captain of the club, Miss N. Barton, presented Private N. Nix with an eversharp pencil from the club. After having been accorded musical honours Private Nix suitably replied. The ladies' committee provided supper. The evening was brought to a conclusion with the singing of Auld Lang Syne.: [369, 432, 509, 496]
theatre-listing: REGENT.—Tonight: "Stagecoach," starring Claire Trevor, John Wayne, Andy Devine, George Bancroft and Thomas Mitchell. (Academy Award winner.) Nine people on the strangest journey ever made. (Approved for Universal Exhibition.): [999, 387, 1107, 460]
article-paragraph: It was stated that it was imperative that players should become covered by insurance under the Wairarapa Rugby Union scheme, or otherwise the Union would not recognise claims for insurance.: [678, 876, 830, 912]
divider: [839, 351, 990, 352]
article-paragraph: Mrs Toko Te Maari has entered the Masterton Hospital for treatment.: [218, 832, 360, 850]
article-paragraph: A social and dance will be held in the Odd Fellows' Hall on Saturday evening to entertain the visitors.: [518, 1348, 669, 1376]
subhead-hawkes-bay: HAWKE'S BAY CHALLENGE.: [526, 1100, 661, 1111]
article-paragraph: The change over from butter to cheese production cannot be accomplished without some dislocation in butter factories' routine, continued Mr Linton. The transfer would be accomplished to the full manufacturing capacity of the cheese factories, whose managers were working on the problem.: [678, 354, 830, 409]
article-paragraph: The South Wairarapa Gun Club has decided to discontinue its operations until the end of the war. A sum of £1 1s has been donated to the Red Cross Funds, and approximately £25 (free of interest) is to be lent to the Government for the duration of the war.: [218, 729, 360, 783]
